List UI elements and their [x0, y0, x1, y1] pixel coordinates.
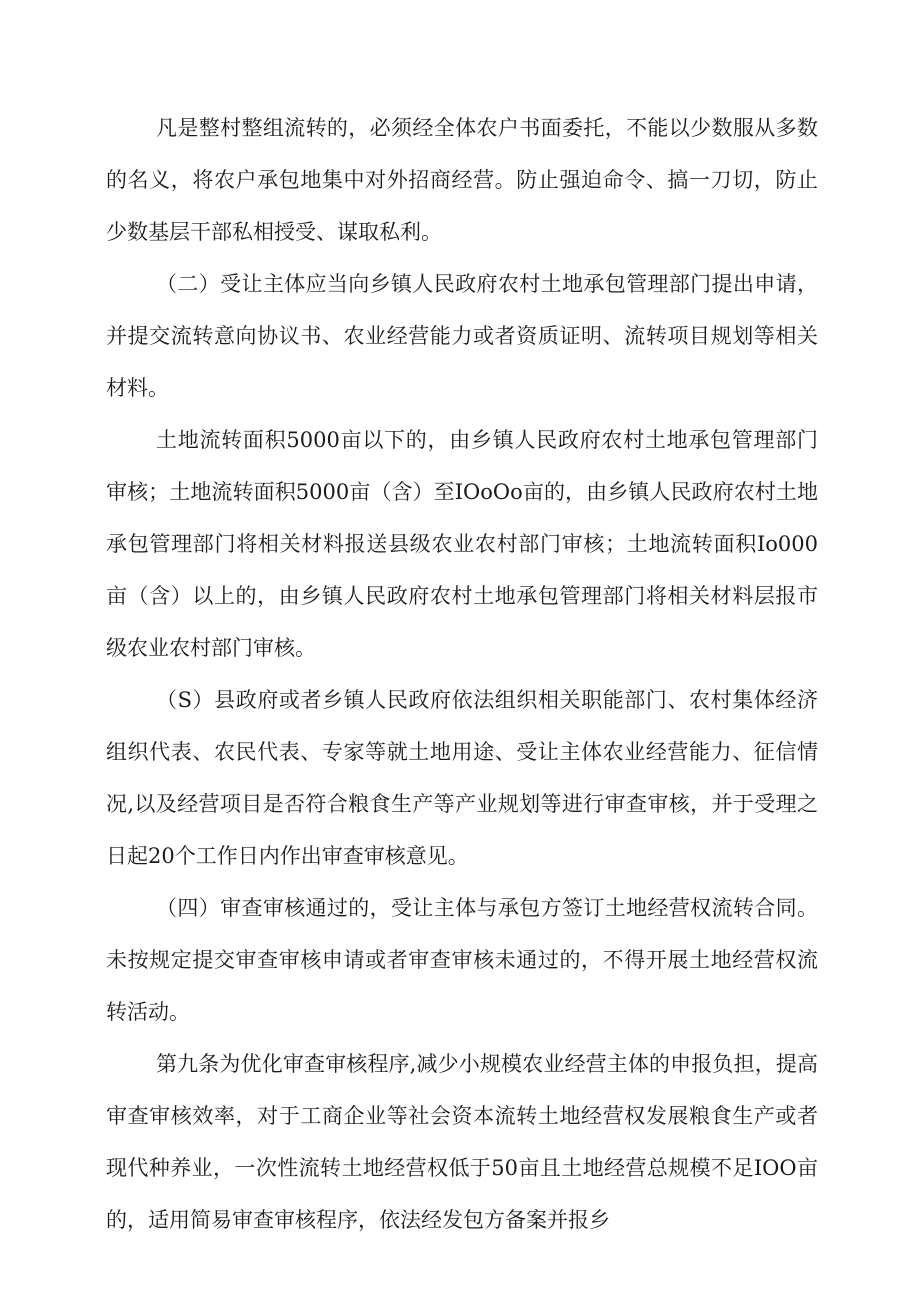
paragraph-2: （二）受让主体应当向乡镇人民政府农村土地承包管理部门提出申请，并提交流转意向协议书、农业经营能力或者资质证明、流转项目规划等相关材料。 — [106, 272, 818, 400]
paragraph-4: （S）县政府或者乡镇人民政府依法组织相关职能部门、农村集体经济组织代表、农民代表、专家等就土地用途、受让主体农业经营能力、征信情况,以及经营项目是否符合粮食生产等产业规划等进行审查审核，并于受理之日起20个工作日内作出审查审核意见。 — [106, 688, 818, 868]
paragraph-5: （四）审查审核通过的，受让主体与承包方签订土地经营权流转合同。未按规定提交审查审核申请或者审查审核未通过的，不得开展土地经营权流转活动。 — [106, 896, 818, 1024]
document-body — [106, 102, 818, 1246]
paragraph-3: 土地流转面积5000亩以下的，由乡镇人民政府农村土地承包管理部门审核；土地流转面积5000亩（含）至IOoOo亩的，由乡镇人民政府农村土地承包管理部门将相关材料报送县级农业农村部门审核；土地流转面积Io000亩（含）以上的，由乡镇人民政府农村土地承包管理部门将相关材料层报市级农业农村部门审核。 — [106, 428, 818, 660]
paragraph-1: 凡是整村整组流转的，必须经全体农户书面委托，不能以少数服从多数的名义，将农户承包地集中对外招商经营。防止强迫命令、搞一刀切，防止少数基层干部私相授受、谋取私利。 — [106, 116, 818, 244]
paragraph-6: 第九条为优化审查审核程序,减少小规模农业经营主体的申报负担，提高审查审核效率，对于工商企业等社会资本流转土地经营权发展粮食生产或者现代种养业，一次性流转土地经营权低于50亩且土地经营总规模不足IOO亩的，适用简易审查审核程序，依法经发包方备案并报乡 — [106, 1052, 818, 1232]
